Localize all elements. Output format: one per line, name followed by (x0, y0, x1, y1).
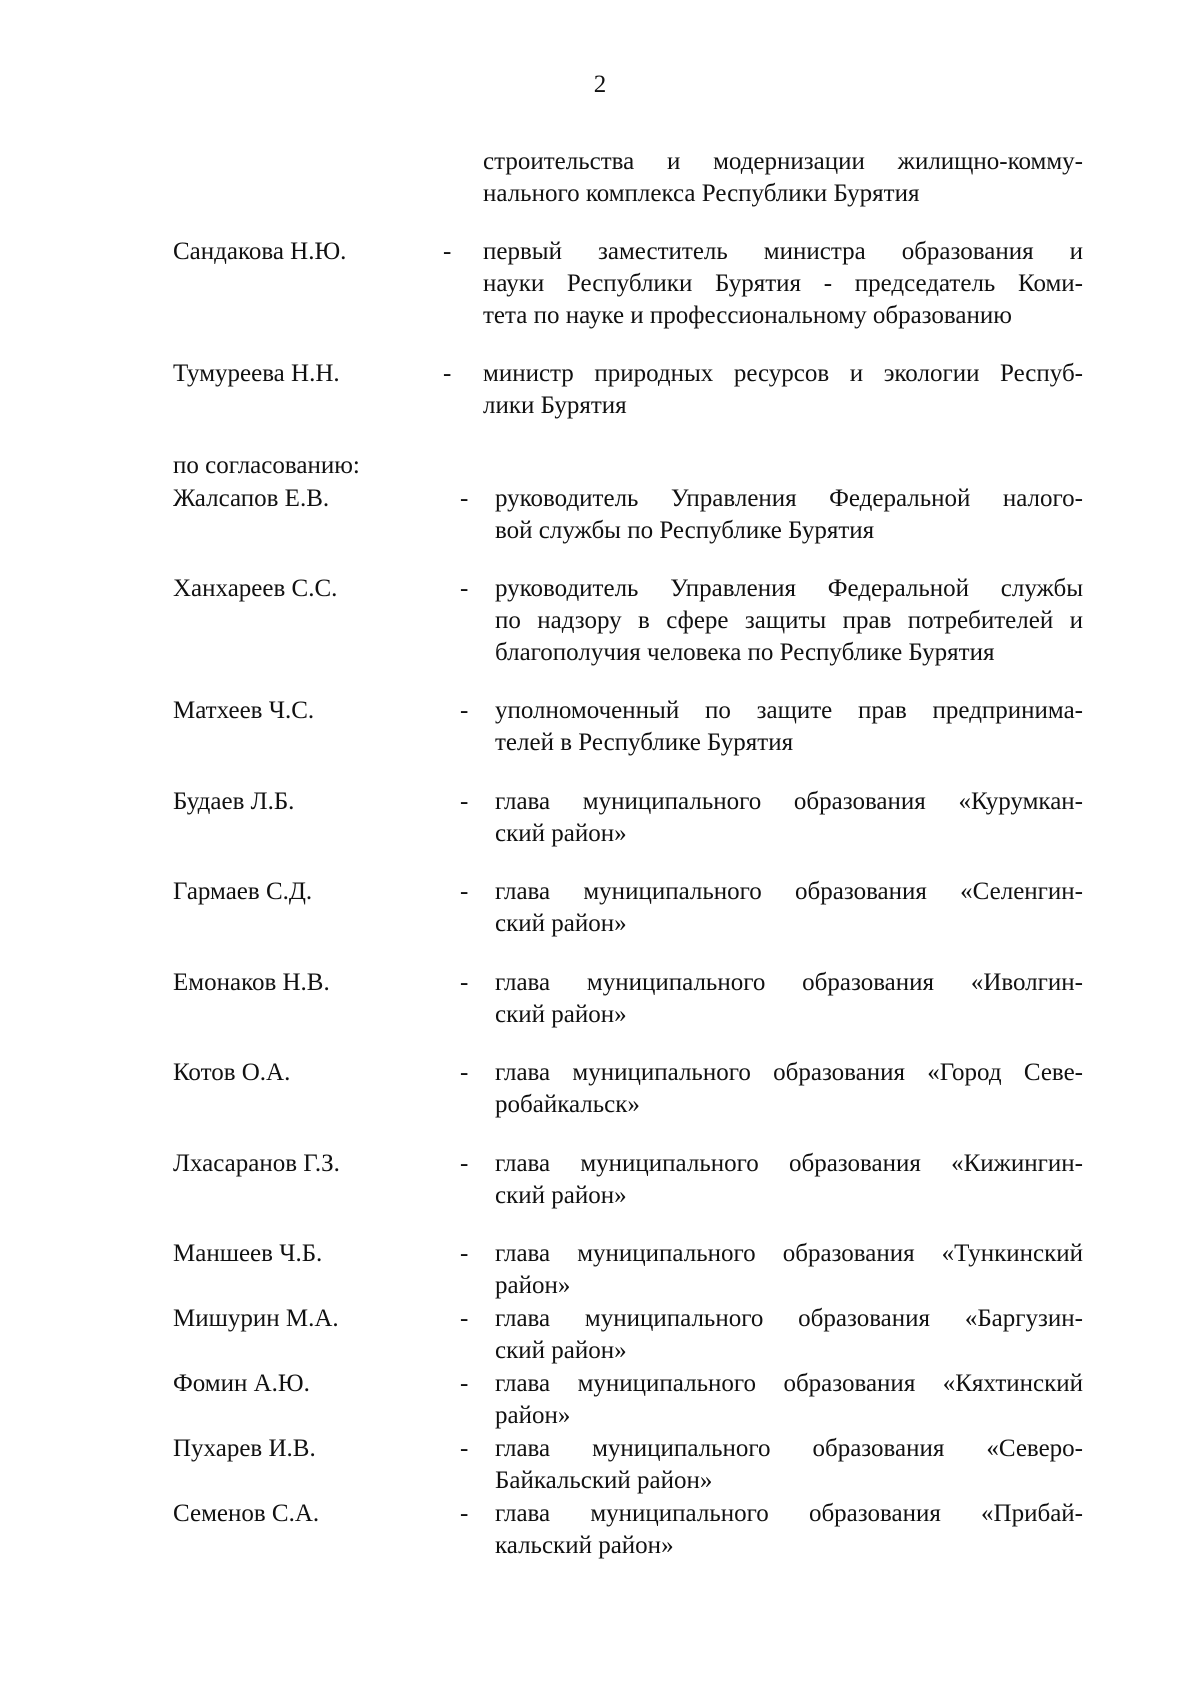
description-line: ский район» (495, 1337, 627, 1364)
entry-dash: - (460, 969, 469, 996)
continuation-description (483, 146, 1083, 210)
description-line: министр природных ресурсов и экологии Респуб- (483, 360, 1083, 387)
member-name: Емонаков Н.В. (173, 969, 330, 996)
member-name: Сандакова Н.Ю. (173, 238, 347, 265)
entry-dash: - (460, 878, 469, 905)
member-description (495, 786, 1083, 850)
entry-dash: - (460, 575, 469, 602)
member-name: Гармаев С.Д. (173, 878, 313, 905)
entry-dash: - (460, 1435, 469, 1462)
member-name: Матхеев Ч.С. (173, 697, 315, 724)
description-line: строительства и модернизации жилищно-комму- (483, 148, 1083, 175)
description-line: район» (495, 1272, 571, 1299)
member-description (495, 573, 1083, 669)
member-name: Лхасаранов Г.З. (173, 1150, 340, 1177)
member-description (495, 967, 1083, 1031)
description-line: телей в Республике Бурятия (495, 729, 794, 756)
description-line: ский район» (495, 820, 627, 847)
member-description (495, 483, 1083, 547)
description-line: глава муниципального образования «Иволгин- (495, 969, 1083, 996)
description-line: ский район» (495, 910, 627, 937)
description-line: район» (495, 1402, 571, 1429)
entry-dash: - (460, 1500, 469, 1527)
entry-dash: - (460, 697, 469, 724)
member-name: Котов О.А. (173, 1059, 291, 1086)
page-number: 2 (593, 71, 607, 98)
description-line: по надзору в сфере защиты прав потребителей и (495, 607, 1083, 634)
entry-dash: - (460, 1370, 469, 1397)
member-description (495, 1303, 1083, 1367)
member-description (495, 1238, 1083, 1302)
member-description (495, 695, 1083, 759)
description-line: ский район» (495, 1001, 627, 1028)
description-line: тета по науке и профессиональному образованию (483, 302, 1012, 329)
description-line: глава муниципального образования «Тункинский (495, 1240, 1083, 1267)
member-description (495, 876, 1083, 940)
description-line: первый заместитель министра образования и (483, 238, 1083, 265)
member-name: Тумуреева Н.Н. (173, 360, 340, 387)
description-line: Байкальский район» (495, 1467, 713, 1494)
description-line: кальский район» (495, 1532, 674, 1559)
member-description (495, 1148, 1083, 1212)
description-line: глава муниципального образования «Прибай- (495, 1500, 1083, 1527)
description-line: глава муниципального образования «Курумкан- (495, 788, 1083, 815)
entry-dash: - (443, 238, 452, 265)
description-line: глава муниципального образования «Кижингин- (495, 1150, 1083, 1177)
entry-dash: - (460, 1150, 469, 1177)
member-description (483, 358, 1083, 422)
description-line: глава муниципального образования «Кяхтинский (495, 1370, 1083, 1397)
description-line: благополучия человека по Республике Бурятия (495, 639, 995, 666)
member-name: Мишурин М.А. (173, 1305, 339, 1332)
description-line: ский район» (495, 1182, 627, 1209)
description-line: уполномоченный по защите прав предпринима- (495, 697, 1083, 724)
member-name: Маншеев Ч.Б. (173, 1240, 323, 1267)
entry-dash: - (460, 1059, 469, 1086)
description-line: глава муниципального образования «Баргузин- (495, 1305, 1083, 1332)
description-line: нального комплекса Республики Бурятия (483, 180, 920, 207)
description-line: робайкальск» (495, 1091, 640, 1118)
entry-dash: - (460, 788, 469, 815)
description-line: руководитель Управления Федеральной налого- (495, 485, 1083, 512)
description-line: глава муниципального образования «Селенгин- (495, 878, 1083, 905)
description-line: вой службы по Республике Бурятия (495, 517, 875, 544)
description-line: глава муниципального образования «Северо- (495, 1435, 1083, 1462)
member-description (483, 236, 1083, 332)
member-name: Семенов С.А. (173, 1500, 320, 1527)
description-line: руководитель Управления Федеральной службы (495, 575, 1083, 602)
entry-dash: - (460, 1240, 469, 1267)
member-name: Ханхареев С.С. (173, 575, 338, 602)
member-name: Фомин А.Ю. (173, 1370, 310, 1397)
member-name: Будаев Л.Б. (173, 788, 295, 815)
entry-dash: - (460, 485, 469, 512)
agreement-label: по согласованию: (173, 452, 360, 479)
entry-dash: - (460, 1305, 469, 1332)
entry-dash: - (443, 360, 452, 387)
member-name: Жалсапов Е.В. (173, 485, 330, 512)
description-line: лики Бурятия (483, 392, 627, 419)
member-name: Пухарев И.В. (173, 1435, 316, 1462)
member-description (495, 1368, 1083, 1432)
member-description (495, 1057, 1083, 1121)
description-line: глава муниципального образования «Город Севе- (495, 1059, 1083, 1086)
member-description (495, 1498, 1083, 1562)
description-line: науки Республики Бурятия - председатель Коми- (483, 270, 1083, 297)
member-description (495, 1433, 1083, 1497)
